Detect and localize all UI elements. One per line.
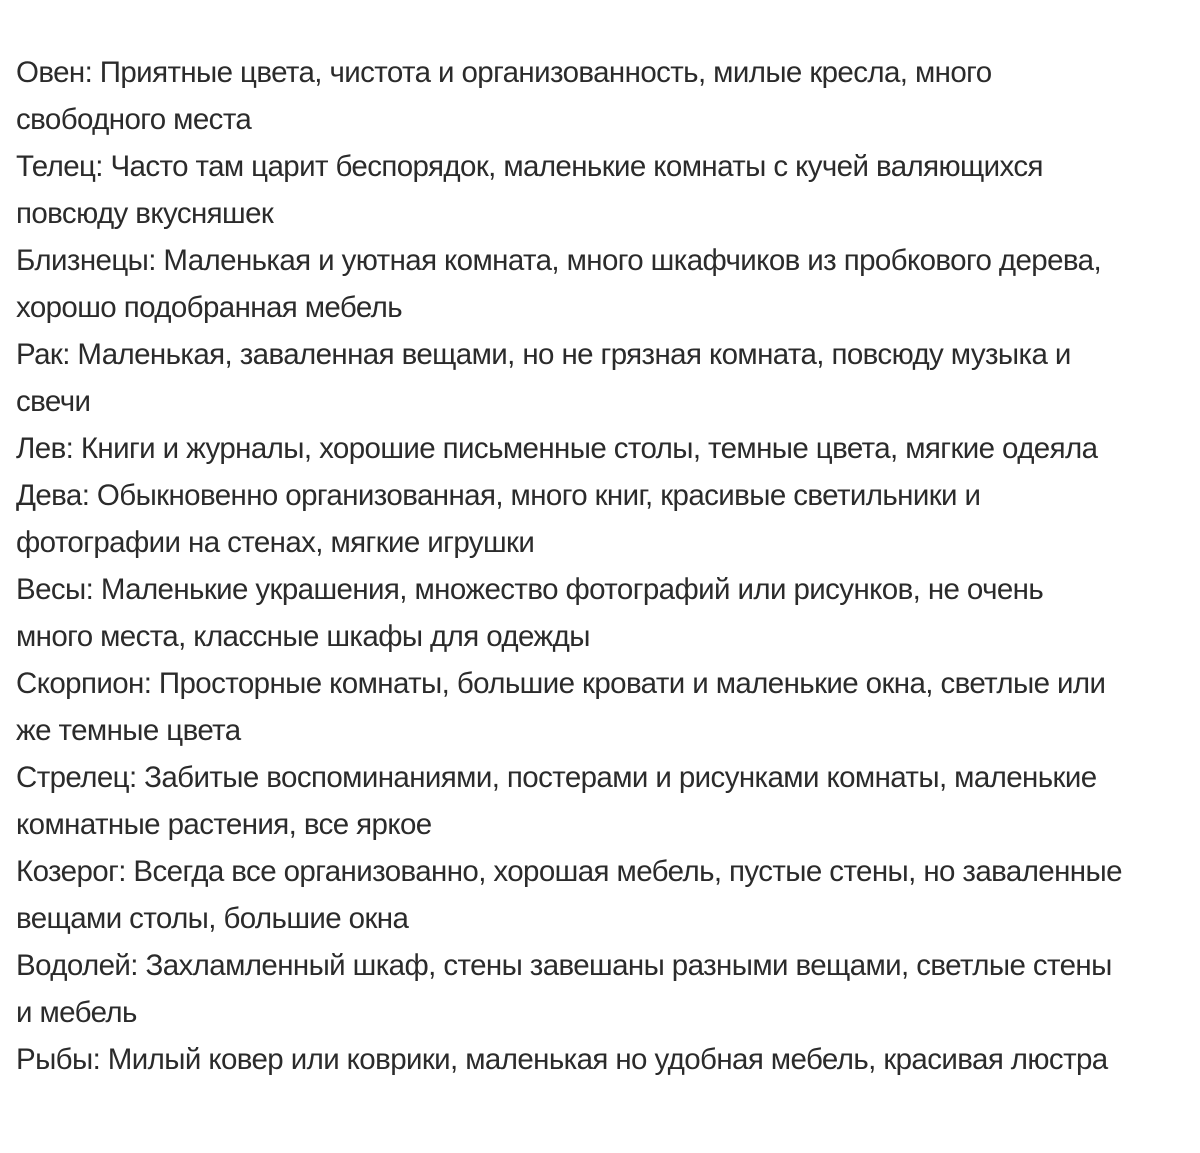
entry-virgo bbox=[16, 472, 1196, 566]
text-line: Скорпион: Просторные комнаты, большие кровати и маленькие окна, светлые или bbox=[16, 667, 1106, 700]
entry-gemini bbox=[16, 237, 1196, 331]
entry-taurus bbox=[16, 143, 1196, 237]
zodiac-room-list bbox=[16, 49, 1196, 1083]
text-line: Рыбы: Милый ковер или коврики, маленькая но удобная мебель, красивая люстра bbox=[16, 1043, 1108, 1076]
text-line: Овен: Приятные цвета, чистота и организованность, милые кресла, много bbox=[16, 56, 992, 89]
text-line: Дева: Обыкновенно организованная, много книг, красивые светильники и bbox=[16, 479, 981, 512]
text-line: Лев: Книги и журналы, хорошие письменные столы, темные цвета, мягкие одеяла bbox=[16, 432, 1098, 465]
text-line: Водолей: Захламленный шкаф, стены завешаны разными вещами, светлые стены bbox=[16, 949, 1112, 982]
text-line: Телец: Часто там царит беспорядок, маленькие комнаты с кучей валяющихся bbox=[16, 150, 1043, 183]
entry-aquarius bbox=[16, 942, 1196, 1036]
entry-pisces bbox=[16, 1036, 1196, 1083]
text-line: свечи bbox=[16, 385, 91, 418]
entry-libra bbox=[16, 566, 1196, 660]
text-line: комнатные растения, все яркое bbox=[16, 808, 432, 841]
text-line: много места, классные шкафы для одежды bbox=[16, 620, 590, 653]
text-line: фотографии на стенах, мягкие игрушки bbox=[16, 526, 535, 559]
text-line: Козерог: Всегда все организованно, хорошая мебель, пустые стены, но заваленные bbox=[16, 855, 1122, 888]
text-line: Близнецы: Маленькая и уютная комната, много шкафчиков из пробкового дерева, bbox=[16, 244, 1102, 277]
text-line: Стрелец: Забитые воспоминаниями, постерами и рисунками комнаты, маленькие bbox=[16, 761, 1097, 794]
entry-capricorn bbox=[16, 848, 1196, 942]
text-line: повсюду вкусняшек bbox=[16, 197, 274, 230]
text-line: свободного места bbox=[16, 103, 252, 136]
text-line: вещами столы, большие окна bbox=[16, 902, 409, 935]
entry-scorpio bbox=[16, 660, 1196, 754]
entry-aries bbox=[16, 49, 1196, 143]
text-line: хорошо подобранная мебель bbox=[16, 291, 403, 324]
entry-sagittarius bbox=[16, 754, 1196, 848]
text-line: Рак: Маленькая, заваленная вещами, но не грязная комната, повсюду музыка и bbox=[16, 338, 1071, 371]
text-line: Весы: Маленькие украшения, множество фотографий или рисунков, не очень bbox=[16, 573, 1044, 606]
text-line: же темные цвета bbox=[16, 714, 241, 747]
entry-cancer bbox=[16, 331, 1196, 425]
text-line: и мебель bbox=[16, 996, 137, 1029]
entry-leo bbox=[16, 425, 1196, 472]
